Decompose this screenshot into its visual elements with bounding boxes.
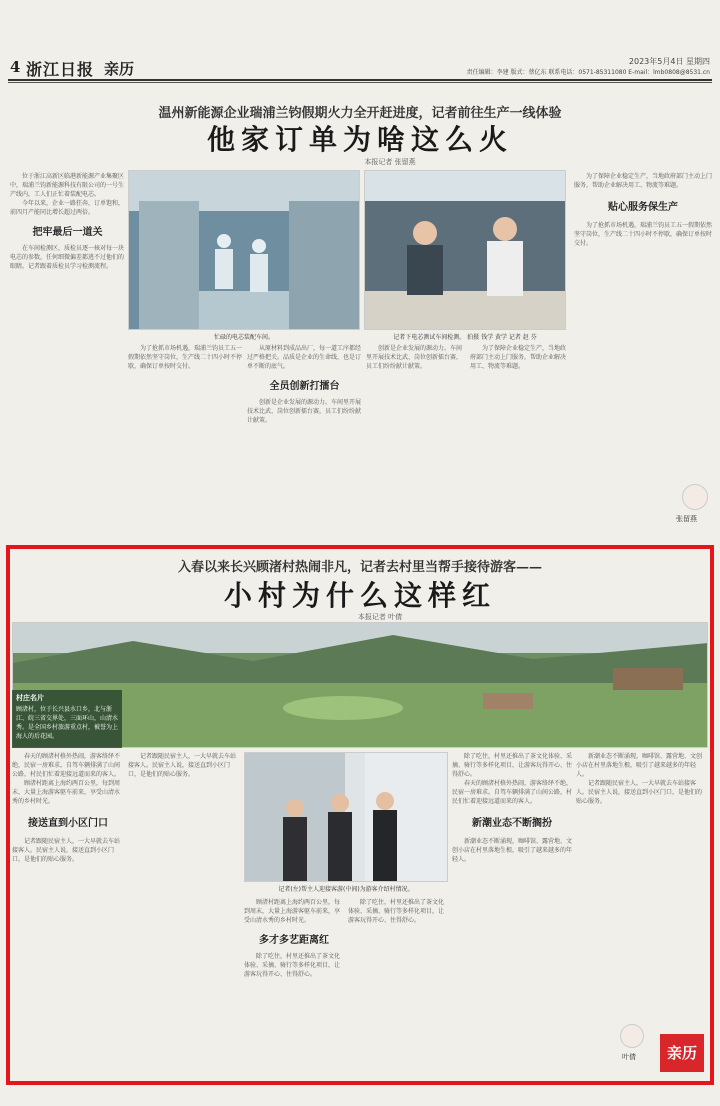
- story2-column-5: [452, 752, 572, 1078]
- story1-photo-factory: [128, 170, 360, 330]
- story2-photo-people: [244, 752, 448, 882]
- newspaper-name: 浙江日报: [26, 60, 95, 79]
- story1-column-3: [247, 344, 362, 540]
- paragraph: 在车间检测区，质检员逐一核对每一块电芯的参数，任何细微偏差都逃不过他们的眼睛。记者跟着质检员学习检测流程。: [10, 245, 125, 270]
- paragraph: 今年以来，企业一路狂奔，订单饱和，前四月产能同比增长超过两倍。: [10, 200, 125, 216]
- paragraph: 春天的顾渚村格外热闹，游客络绎不绝，民宿一房难求。自驾车辆排满了山间公路，村民们忙着迎接远道而来的客人。: [452, 780, 572, 805]
- story1-photo2-caption: 记者下电芯测试车间检测。 拍摄 钱学 黄学 记者 赵 芬: [393, 334, 537, 341]
- paragraph: 新潮业态不断涌现，咖啡馆、露营地、文创小店在村里落地生根，吸引了越来越多的年轻人。: [576, 753, 703, 778]
- story2-subhead-2: 多才多艺距离红: [259, 935, 329, 946]
- editor-info: 责任编辑：李建 版式：蔡亿东 联系电话：0571-85311080 E-mail：lmb0808@8531.cn: [466, 69, 710, 76]
- paragraph: 为了保障企业稳定生产，当地政府部门主动上门服务，帮助企业解决用工、物流等难题。: [470, 345, 567, 370]
- story2-subhead-1: 接送直到小区门口: [28, 818, 108, 829]
- village-info-text: 顾渚村，位于长兴县水口乡，北与浙江、皖三省交界处，三面环山，山清水秀。是全国乡村旅游重点村，被誉为上海人的后花园。: [16, 706, 119, 740]
- paragraph: 除了吃住，村里还推出了茶文化体验、采摘、骑行等多样化项目，让游客玩得开心、住得舒心。: [244, 953, 341, 978]
- factory-image: [129, 171, 360, 330]
- section-badge: 亲历: [660, 1034, 704, 1072]
- reporter-avatar: [620, 1024, 644, 1048]
- reporter-avatar: [682, 484, 708, 510]
- people-image: [245, 753, 448, 882]
- story2-column-4: [348, 898, 448, 1078]
- paragraph: 除了吃住，村里还推出了茶文化体验、采摘、骑行等多样化项目，让游客玩得开心、住得舒心。: [348, 899, 445, 924]
- paragraph: 创新是企业发展的源动力。车间里开展技术比武、岗位创新擂台赛，员工们纷纷献计献策。: [247, 399, 362, 424]
- paragraph: 春天的顾渚村格外热闹，游客络绎不绝，民宿一房难求。自驾车辆排满了山间公路，村民们忙着迎接远道而来的客人。: [12, 753, 121, 778]
- page-header: [0, 0, 720, 86]
- paragraph: 新潮业态不断涌现，咖啡馆、露营地、文创小店在村里落地生根，吸引了越来越多的年轻人。: [452, 838, 572, 863]
- story1-title: 他家订单为啥这么火: [206, 123, 513, 156]
- header-rule-thin: [8, 82, 712, 83]
- testing-image: [365, 171, 566, 330]
- village-info-label: 村庄名片: [16, 694, 44, 702]
- header-rule: [8, 79, 712, 81]
- story1-subhead-1: 把牢最后一道关: [32, 227, 103, 238]
- paragraph: 记者跟随民宿主人，一大早就去车站接客人。民宿主人说，接送直到小区门口，是他们的贴心服务。: [12, 838, 121, 863]
- paragraph: 为了抢抓市场机遇，瑞浦兰钧员工五一假期依然坚守岗位，生产线二十四小时不停歇，确保订单按时交付。: [128, 345, 243, 370]
- story1-column-4: [366, 344, 466, 540]
- paragraph: 记者跟随民宿主人，一大早就去车站接客人。民宿主人说，接送直到小区门口，是他们的贴心服务。: [128, 753, 237, 778]
- story1-byline: 本报记者 张留燕: [364, 158, 416, 166]
- story2-column-3: [244, 898, 344, 1078]
- paragraph: 顾渚村距离上海约两百公里，每到周末，大量上海游客驱车前来，享受山清水秀的乡村时光。: [244, 899, 341, 924]
- paragraph: 创新是企业发展的源动力。车间里开展技术比武、岗位创新擂台赛，员工们纷纷献计献策。: [366, 345, 463, 370]
- story2-byline: 本报记者 叶倩: [357, 613, 403, 621]
- story1-column-6: [574, 172, 712, 472]
- story1-subhead-3: 贴心服务保生产: [608, 202, 678, 213]
- section-name: 亲历: [104, 60, 135, 78]
- paragraph: 从原材料到成品出厂，每一道工序都经过严格把关。品质是企业的生命线，也是订单不断的底气。: [247, 345, 362, 370]
- story1-photo1-caption: 忙碌的电芯装配车间。: [213, 334, 274, 341]
- story2-column-2: [128, 752, 240, 1078]
- story1-subhead-2: 全员创新打擂台: [269, 381, 340, 392]
- story2-reporter-name: 叶倩: [622, 1053, 636, 1061]
- story2-subhead-3: 新潮业态不断搁扮: [472, 818, 552, 829]
- story1-column-1: [10, 172, 125, 542]
- story1-column-2: [128, 344, 243, 540]
- story2-kicker: 入春以来长兴顾渚村热闹非凡，记者去村里当帮手接待游客——: [177, 560, 542, 575]
- issue-date: 2023年5月4日 星期四: [628, 57, 710, 66]
- story1-reporter-name: 张留燕: [676, 515, 697, 523]
- story2-column-1: [12, 752, 124, 1078]
- paragraph: 为了保障企业稳定生产，当地政府部门主动上门服务，帮助企业解决用工、物流等难题。: [574, 173, 712, 189]
- story2-photo2-caption: 记者(左)帮主人迎接客游(中间)为游客介绍村情况。: [278, 886, 414, 893]
- story2-title: 小村为什么这样红: [223, 579, 496, 612]
- paragraph: 位于浙江高新区临港新能源产业集聚区中，瑞浦兰钧新能源科技有限公司的一号生产线内，工人们正忙着装配电芯。: [10, 173, 125, 198]
- story2-column-6: [576, 752, 706, 1022]
- page-number: 4: [10, 58, 21, 76]
- paragraph: 顾渚村距离上海约两百公里，每到周末，大量上海游客驱车前来，享受山清水秀的乡村时光。: [12, 780, 121, 805]
- story1-photo-testing: [364, 170, 566, 330]
- story1-kicker: 温州新能源企业瑞浦兰钧假期火力全开赶进度，记者前往生产一线体验: [158, 106, 562, 121]
- paragraph: 为了抢抓市场机遇，瑞浦兰钧员工五一假期依然坚守岗位，生产线二十四小时不停歇，确保订单按时交付。: [574, 222, 712, 247]
- village-info-card: [12, 690, 122, 748]
- paragraph: 记者跟随民宿主人，一大早就去车站接客人。民宿主人说，接送直到小区门口，是他们的贴心服务。: [576, 780, 703, 805]
- story1-column-5: [470, 344, 570, 540]
- paragraph: 除了吃住，村里还推出了茶文化体验、采摘、骑行等多样化项目，让游客玩得开心、住得舒心。: [452, 753, 572, 778]
